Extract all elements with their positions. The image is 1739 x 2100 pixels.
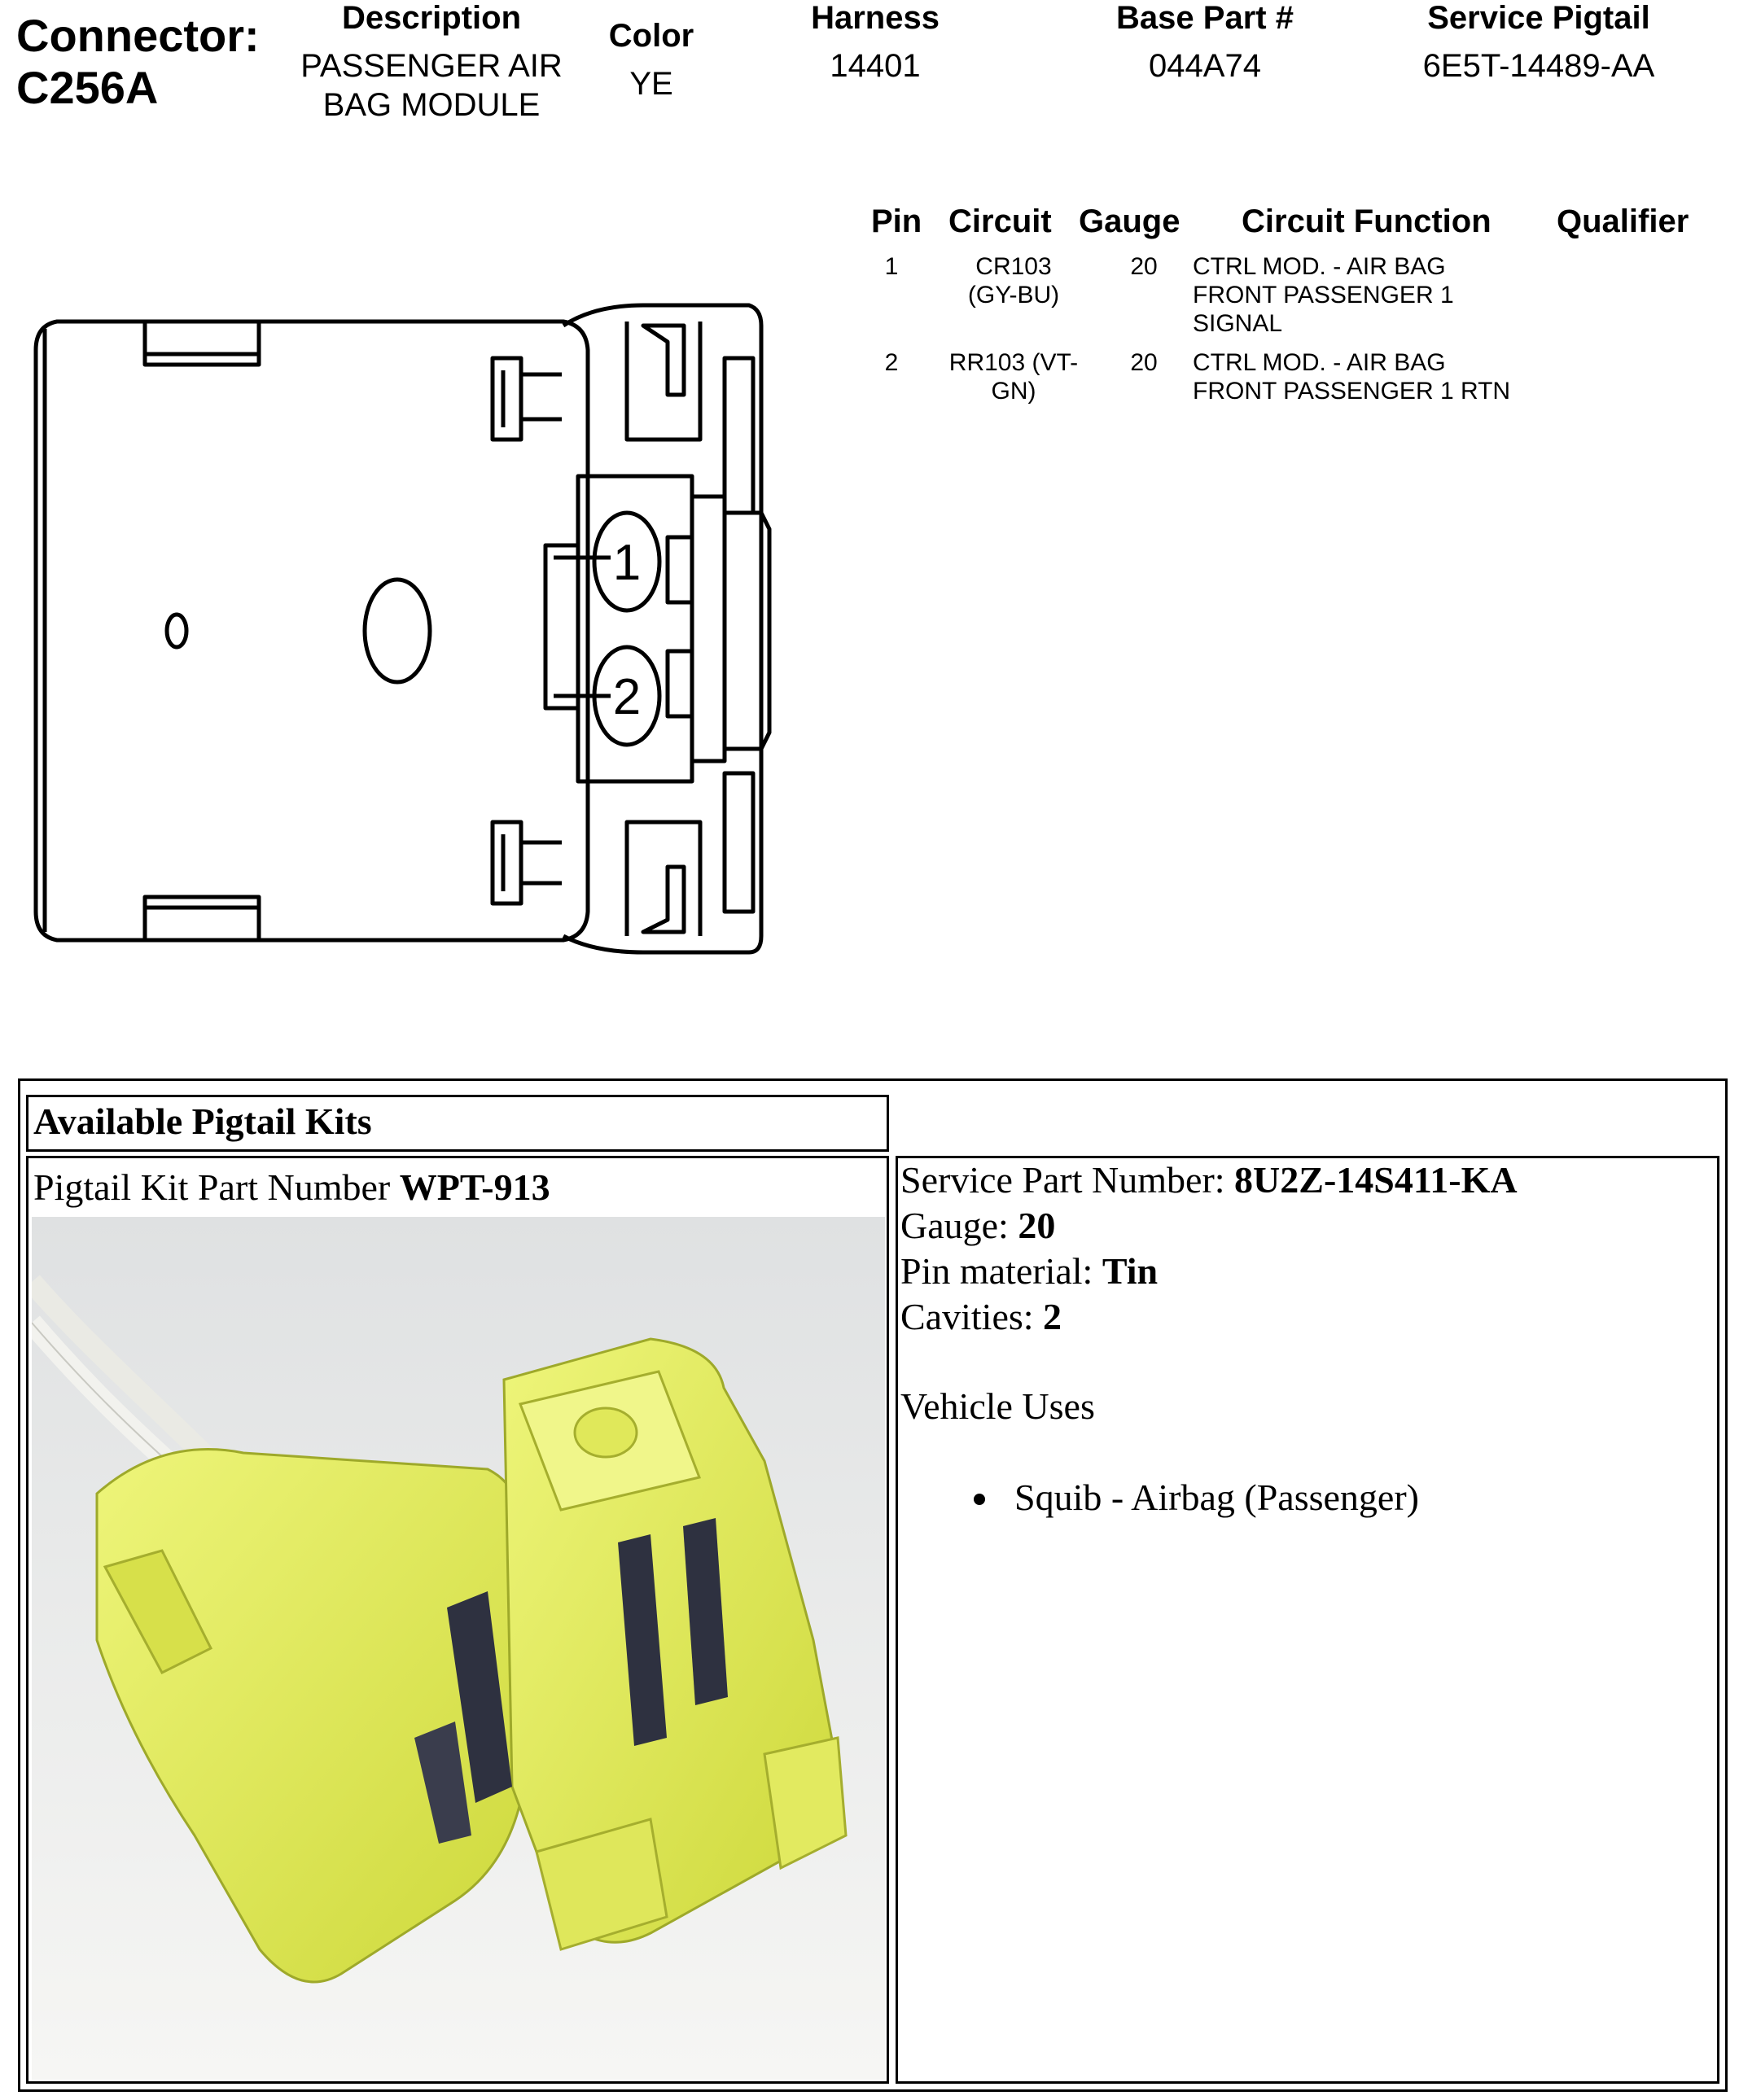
vehicle-uses-label: Vehicle Uses <box>900 1385 1095 1427</box>
row1-function <box>1193 252 1551 338</box>
harness-label: Harness <box>811 0 940 36</box>
top-latch <box>493 358 562 440</box>
kit-part-number: WPT-913 <box>399 1166 550 1208</box>
front-housing <box>563 305 761 952</box>
pin-1-label: 1 <box>612 535 642 591</box>
row1-circuit <box>932 252 1095 309</box>
harness-value: 14401 <box>830 48 921 84</box>
description-column <box>269 0 594 125</box>
row1-pin: 1 <box>884 253 899 280</box>
connector-label <box>16 10 277 114</box>
qualifier-header: Qualifier <box>1557 203 1689 239</box>
service-part-line <box>900 1157 1715 1203</box>
row2-function-line2: FRONT PASSENGER 1 RTN <box>1193 378 1511 405</box>
base-part-label: Base Part # <box>1116 0 1294 36</box>
row1-circuit-line1: CR103 <box>975 253 1052 280</box>
description-value-line2: BAG MODULE <box>322 87 541 123</box>
kit-part-line <box>33 1165 880 1210</box>
pigtail-photo-cell <box>26 1156 889 2084</box>
connector-label-text: Connector: <box>16 10 260 61</box>
pigtail-kits-title: Available Pigtail Kits <box>33 1100 372 1142</box>
pin-material-line <box>900 1249 1715 1294</box>
circuit-header: Circuit <box>948 203 1052 239</box>
pin-material-value: Tin <box>1102 1250 1159 1292</box>
vehicle-use-item: • Squib - Airbag (Passenger) <box>1001 1475 1715 1520</box>
gauge-header: Gauge <box>1079 203 1181 239</box>
service-pigtail-value: 6E5T-14489-AA <box>1422 48 1655 84</box>
circuit-function-header: Circuit Function <box>1242 203 1492 239</box>
row2-circuit <box>932 348 1095 405</box>
kit-part-label: Pigtail Kit Part Number <box>33 1166 391 1208</box>
service-part-value: 8U2Z-14S411-KA <box>1234 1159 1518 1201</box>
pigtail-kits-title-cell <box>26 1095 889 1152</box>
gauge-value: 20 <box>1018 1205 1056 1246</box>
row1-function-line1: CTRL MOD. - AIR BAG <box>1193 253 1446 280</box>
bottom-rib <box>145 897 259 940</box>
row2-function-line1: CTRL MOD. - AIR BAG <box>1193 349 1446 376</box>
cavity-block <box>578 476 692 781</box>
row2-circuit-line2: GN) <box>991 378 1036 405</box>
row1-circuit-line2: (GY-BU) <box>967 282 1060 308</box>
gauge-label: Gauge: <box>900 1205 1009 1246</box>
base-part-value: 044A74 <box>1149 48 1261 84</box>
large-hole <box>365 580 430 682</box>
pin-header: Pin <box>871 203 922 239</box>
color-value: YE <box>629 66 673 102</box>
service-part-label: Service Part Number: <box>900 1159 1225 1201</box>
pigtail-photo <box>32 1217 885 2080</box>
row1-function-line3: SIGNAL <box>1193 310 1283 337</box>
base-part-column <box>1083 0 1327 85</box>
service-pigtail-label: Service Pigtail <box>1427 0 1650 36</box>
row1-gauge: 20 <box>1130 253 1158 280</box>
row2-pin: 2 <box>884 349 899 376</box>
harness-column <box>761 0 989 85</box>
cavities-line <box>900 1294 1715 1340</box>
description-label: Description <box>341 0 522 36</box>
connector-face-diagram <box>24 293 782 960</box>
pigtail-specs <box>900 1157 1715 1520</box>
bottom-latch <box>493 822 562 903</box>
row2-function <box>1193 348 1551 405</box>
row2-circuit-line1: RR103 (VT- <box>948 349 1079 376</box>
row2-gauge: 20 <box>1130 349 1158 376</box>
small-hole <box>167 615 186 647</box>
color-column <box>586 18 716 103</box>
description-value-line1: PASSENGER AIR <box>300 48 563 84</box>
color-label: Color <box>608 18 694 54</box>
vehicle-uses-list <box>900 1475 1715 1520</box>
gauge-line <box>900 1203 1715 1249</box>
pin-material-label: Pin material: <box>900 1250 1093 1292</box>
row1-function-line2: FRONT PASSENGER 1 <box>1193 282 1454 308</box>
pin-2-label: 2 <box>612 669 642 725</box>
top-rib <box>145 322 259 365</box>
pin-table <box>863 203 1726 448</box>
connector-id: C256A <box>16 62 159 113</box>
cavities-label: Cavities: <box>900 1296 1034 1337</box>
service-pigtail-column <box>1376 0 1702 85</box>
cavities-value: 2 <box>1043 1296 1062 1337</box>
